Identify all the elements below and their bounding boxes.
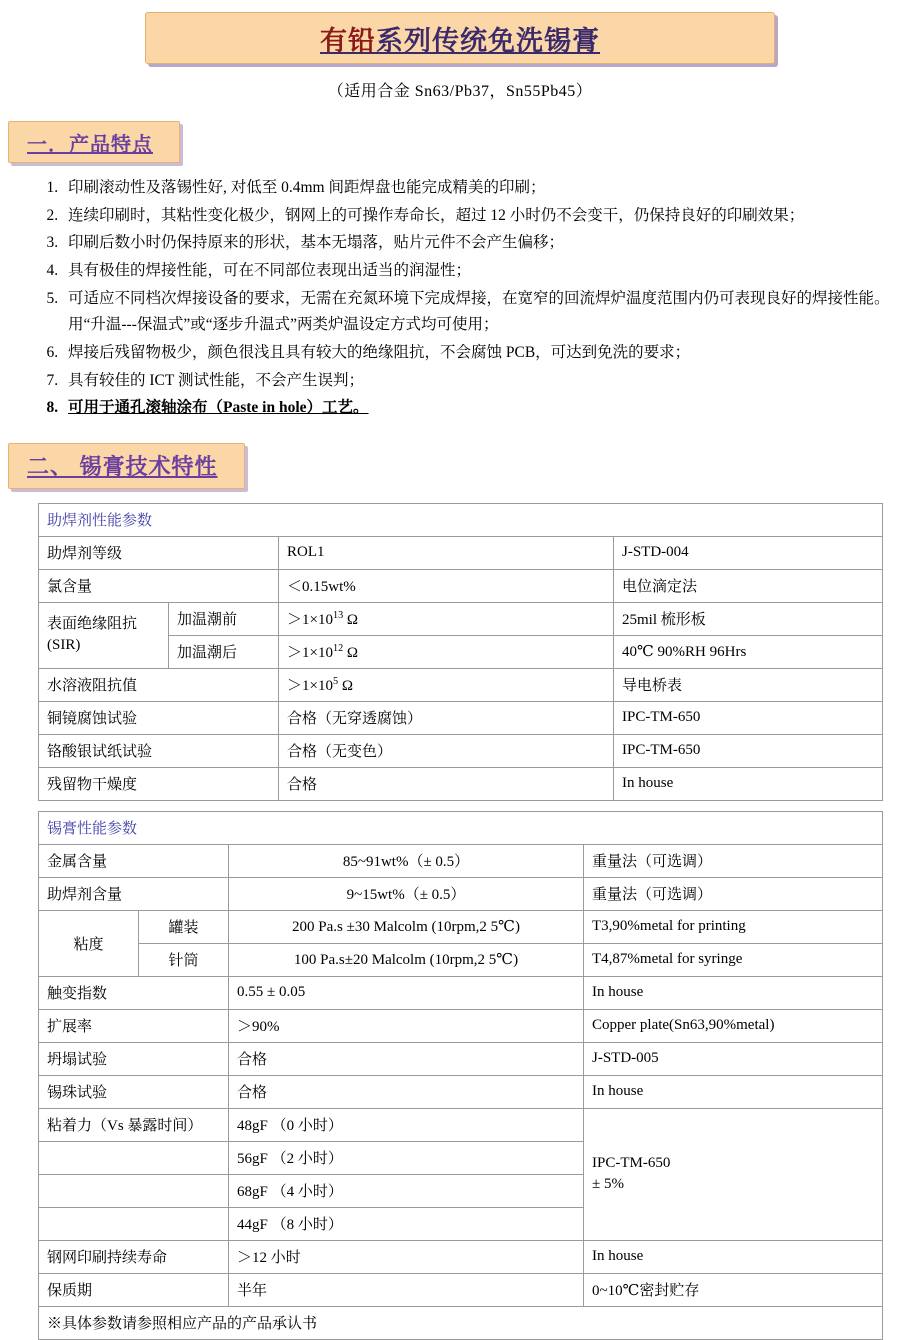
row-method-tack [584,1108,883,1240]
row-sublabel: 针筒 [139,943,229,976]
section-header-specs-label: 二、 锡膏技术特性 [27,454,218,480]
table-row [39,668,883,701]
table-row [39,1306,883,1339]
features-list [40,175,892,422]
list-item: 2. 连续印刷时，其粘性变化极少，钢网上的可操作寿命长，超过 12 小时仍不会变干，仍保持良好的印刷效果； [62,203,892,230]
table-row [39,1009,883,1042]
row-method: In house [584,1075,883,1108]
list-item: 4. 具有极佳的焊接性能，可在不同部位表现出适当的润湿性； [62,258,892,285]
paste-spec-table [38,811,883,1340]
table-note: ※具体参数请参照相应产品的产品承认书 [39,1306,883,1339]
row-method: In house [584,976,883,1009]
row-method: T4,87%metal for syringe [584,943,883,976]
table-row [39,734,883,767]
sir-value2: ＞1×10 [287,645,333,662]
section-header-features-label: 一．产品特点 [27,133,153,156]
row-method: 40℃ 90%RH 96Hrs [614,635,883,668]
row-value: ROL1 [279,536,614,569]
row-label: 水溶液阻抗值 [39,668,279,701]
sir-label-line1: 表面绝缘阻抗 [47,615,138,632]
row-value: 半年 [229,1273,584,1306]
row-value: 48gF （0 小时） [229,1108,584,1141]
waterres-unit: Ω [338,678,353,695]
row-method: 电位滴定法 [614,569,883,602]
row-method: 25mil 梳形板 [614,602,883,635]
paste-subhead: 锡膏性能参数 [39,811,883,844]
row-value: 0.55 ± 0.05 [229,976,584,1009]
row-label-viscosity: 粘度 [39,910,139,976]
section-header-features [8,121,180,163]
row-sublabel: 加温潮前 [169,602,279,635]
row-value: 合格 [229,1042,584,1075]
tack-method-line2: ± 5% [592,1176,624,1193]
table-row [39,943,883,976]
row-label: 锡珠试验 [39,1075,229,1108]
document-page [0,12,920,1340]
table-row [39,602,883,635]
list-item: 6. 焊接后残留物极少，颜色很浅且具有较大的绝缘阻抗，不会腐蚀 PCB，可达到免洗的要求； [62,340,892,367]
table-row [39,569,883,602]
list-item: 7. 具有较佳的 ICT 测试性能，不会产生误判； [62,368,892,395]
table-row [39,536,883,569]
row-value: 56gF （2 小时） [229,1141,584,1174]
table-row [39,1075,883,1108]
row-method: J-STD-004 [614,536,883,569]
row-method: IPC-TM-650 [614,701,883,734]
row-method: Copper plate(Sn63,90%metal) [584,1009,883,1042]
row-label: 保质期 [39,1273,229,1306]
tack-method-line1: IPC-TM-650 [592,1154,671,1171]
row-sublabel: 罐装 [139,910,229,943]
row-value: 合格（无变色） [279,734,614,767]
waterres-value: ＞1×10 [287,678,333,695]
row-label [39,1141,229,1174]
row-sublabel: 加温潮后 [169,635,279,668]
flux-subhead: 助焊剂性能参数 [39,503,883,536]
page-title-accent: 有铅 [320,25,376,56]
row-label: 铬酸银试纸试验 [39,734,279,767]
row-method: 导电桥表 [614,668,883,701]
sir-exp2: 12 [332,643,344,655]
row-label: 金属含量 [39,844,229,877]
row-value [279,668,614,701]
page-title-rest: 系列传统免洗锡膏 [376,25,600,56]
table-row [39,877,883,910]
row-method: In house [614,767,883,800]
row-label: 坍塌试验 [39,1042,229,1075]
list-item: 3. 印刷后数小时仍保持原来的形状，基本无塌落，贴片元件不会产生偏移； [62,230,892,257]
table-row [39,1273,883,1306]
page-title [320,19,600,58]
row-method: 重量法（可选调） [584,877,883,910]
sir-unit1: Ω [343,612,359,629]
spec-tables [38,503,882,1340]
row-label: 铜镜腐蚀试验 [39,701,279,734]
table-row [39,844,883,877]
sir-unit2: Ω [343,645,359,662]
row-value: 200 Pa.s ±30 Malcolm (10rpm,2 5℃) [229,910,584,943]
row-label: 氯含量 [39,569,279,602]
row-method: J-STD-005 [584,1042,883,1075]
row-method: 0~10℃密封贮存 [584,1273,883,1306]
sir-value1: ＞1×10 [287,612,333,629]
list-item [62,395,892,422]
document-title-banner [145,12,775,64]
list-item-underlined: 可用于通孔滚轴涂布（Paste in hole）工艺。 [68,399,369,417]
table-row [39,1108,883,1141]
sir-exp1: 13 [332,610,344,622]
row-value: 合格 [279,767,614,800]
row-value: 44gF （8 小时） [229,1207,584,1240]
row-label [39,1207,229,1240]
row-label: 残留物干燥度 [39,767,279,800]
list-item: 5. 可适应不同档次焊接设备的要求，无需在充氮环境下完成焊接，在宽窄的回流焊炉温度范围内仍可表现良好的焊接性能。用“升温---保温式”或“逐步升温式”两类炉温设定方式均可使用； [62,286,892,339]
row-value: ＞90% [229,1009,584,1042]
table-row [39,1240,883,1273]
row-label: 扩展率 [39,1009,229,1042]
row-value [279,635,614,668]
row-method: IPC-TM-650 [614,734,883,767]
waterres-exp: 5 [332,676,339,688]
table-row [39,1042,883,1075]
row-label [39,1174,229,1207]
row-value: 9~15wt%（± 0.5） [229,877,584,910]
table-row [39,503,883,536]
row-value: ＜0.15wt% [279,569,614,602]
page-subtitle: （适用合金 Sn63/Pb37，Sn55Pb45） [327,83,593,100]
row-method: 重量法（可选调） [584,844,883,877]
row-value [279,602,614,635]
row-label: 助焊剂含量 [39,877,229,910]
sir-label-line2: (SIR) [47,637,81,654]
table-row [39,701,883,734]
row-label: 触变指数 [39,976,229,1009]
row-value: 68gF （4 小时） [229,1174,584,1207]
table-row [39,767,883,800]
row-method: T3,90%metal for printing [584,910,883,943]
row-label: 钢网印刷持续寿命 [39,1240,229,1273]
row-method: In house [584,1240,883,1273]
flux-spec-table [38,503,883,801]
row-value: 合格（无穿透腐蚀） [279,701,614,734]
section-header-specs [8,443,245,489]
row-label: 粘着力（Vs 暴露时间） [39,1108,229,1141]
row-value: 合格 [229,1075,584,1108]
row-value: ＞12 小时 [229,1240,584,1273]
row-label-sir [39,602,169,668]
row-value: 100 Pa.s±20 Malcolm (10rpm,2 5℃) [229,943,584,976]
row-label: 助焊剂等级 [39,536,279,569]
table-row [39,976,883,1009]
list-item: 1. 印刷滚动性及落锡性好, 对低至 0.4mm 间距焊盘也能完成精美的印刷； [62,175,892,202]
table-row [39,910,883,943]
row-value: 85~91wt%（± 0.5） [229,844,584,877]
table-row [39,811,883,844]
